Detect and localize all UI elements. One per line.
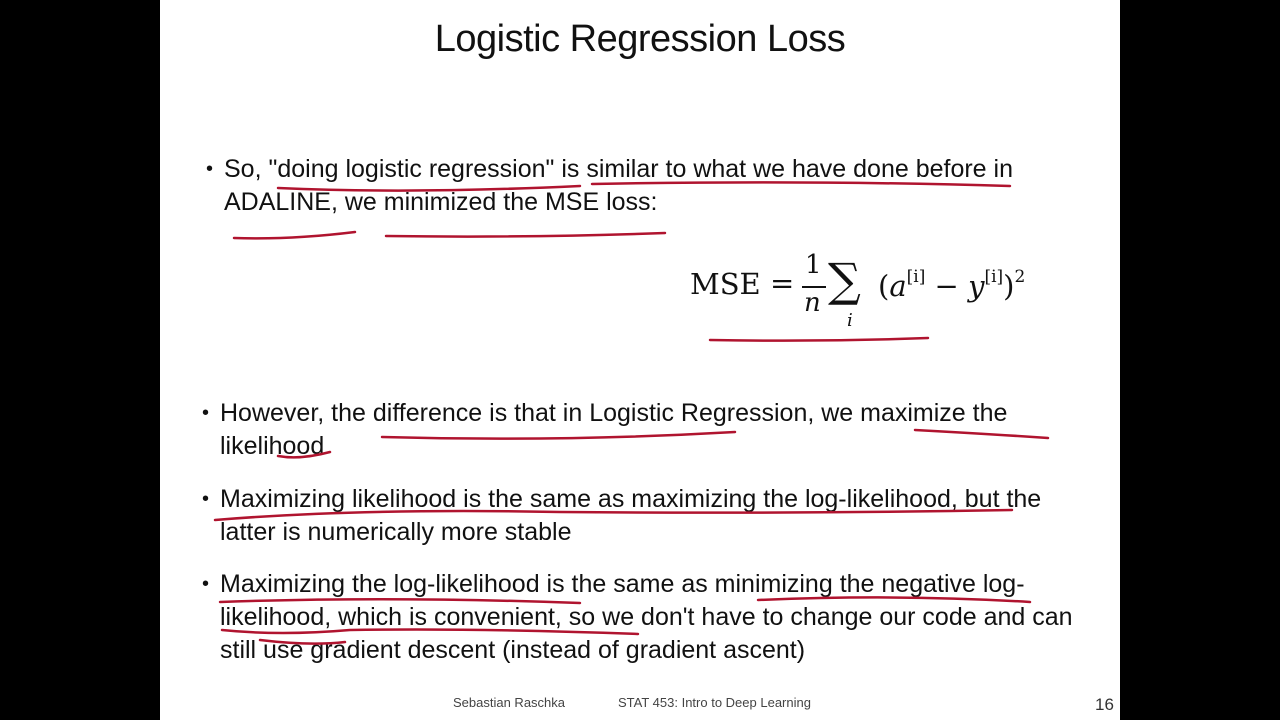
bullet-log-likelihood bbox=[202, 483, 1100, 549]
formula-y: y bbox=[968, 269, 985, 303]
formula-open-paren: ( bbox=[878, 269, 890, 303]
formula-denominator: n bbox=[804, 288, 821, 318]
bullet-marker: • bbox=[206, 158, 214, 180]
bullet-maximize-likelihood bbox=[202, 397, 1100, 463]
bullet-text: Maximizing the log-likelihood is the same as minimizing the negative log-likelihood, which is convenient, so we don't have to change our code and can still use gradient descent (instead of gradient ascent) bbox=[220, 570, 1073, 664]
bullet-text: However, the difference is that in Logistic Regression, we maximize the likelihood bbox=[220, 399, 1008, 460]
slide bbox=[160, 0, 1120, 720]
formula-minus: − bbox=[934, 269, 959, 303]
footer-course: STAT 453: Intro to Deep Learning bbox=[618, 695, 811, 710]
formula-equals: = bbox=[770, 266, 795, 300]
formula-sum-index: i bbox=[847, 310, 853, 331]
formula-a: a bbox=[889, 269, 907, 303]
formula-a-superscript: [i] bbox=[906, 267, 926, 287]
underline-minimized-mse bbox=[386, 233, 665, 237]
formula-close-paren: ) bbox=[1003, 269, 1015, 303]
formula-lhs: MSE bbox=[690, 267, 761, 301]
slide-title: Logistic Regression Loss bbox=[434, 18, 846, 60]
bullet-negative-log-likelihood bbox=[202, 568, 1100, 667]
formula-exponent: 2 bbox=[1014, 267, 1026, 287]
mse-formula bbox=[690, 250, 1050, 340]
formula-y-superscript: [i] bbox=[984, 267, 1004, 287]
formula-sum-symbol: ∑ bbox=[828, 253, 861, 307]
formula-numerator: 1 bbox=[805, 250, 822, 280]
footer-author: Sebastian Raschka bbox=[453, 695, 566, 710]
bullet-marker: • bbox=[202, 488, 210, 510]
formula-body bbox=[878, 267, 1025, 303]
page-number: 16 bbox=[1095, 695, 1114, 714]
bullet-marker: • bbox=[202, 402, 210, 424]
underline-adaline bbox=[234, 232, 355, 238]
bullet-adaline-mse bbox=[206, 153, 1104, 219]
bullet-marker: • bbox=[202, 573, 210, 595]
bullet-text: So, "doing logistic regression" is similar to what we have done before in ADALINE, we minimized the MSE loss: bbox=[224, 155, 1013, 216]
bullet-text: Maximizing likelihood is the same as maximizing the log-likelihood, but the latter is numerically more stable bbox=[220, 485, 1042, 546]
